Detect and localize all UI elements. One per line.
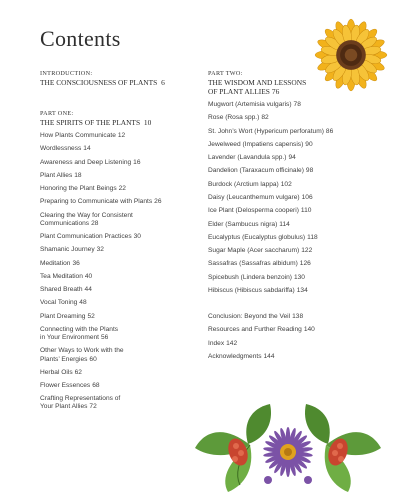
- toc-entry-title: Preparing to Communicate with Plants: [40, 198, 153, 206]
- toc-entry-page: 12: [117, 132, 126, 139]
- part-one-label: PART ONE:: [40, 110, 74, 117]
- toc-entry[interactable]: [208, 313, 378, 321]
- toc-entry[interactable]: [208, 340, 378, 348]
- toc-entry-page: 86: [325, 127, 334, 135]
- toc-entry-page: 60: [89, 355, 97, 363]
- toc-entry-page: 130: [293, 273, 305, 281]
- toc-entry-title: Your Plant Allies: [40, 403, 88, 411]
- part-two-label: PART TWO:: [208, 70, 243, 77]
- toc-entry-line: [40, 313, 200, 321]
- toc-entry[interactable]: [40, 273, 200, 281]
- part-two-page: 76: [271, 87, 280, 96]
- part-one-heading[interactable]: [40, 118, 200, 127]
- toc-entry[interactable]: [208, 141, 378, 149]
- toc-entry[interactable]: [40, 198, 200, 206]
- toc-entry-title: Eucalyptus (Eucalyptus globulus): [208, 233, 306, 241]
- toc-entry[interactable]: [40, 382, 200, 390]
- toc-entry-page: 48: [79, 299, 87, 307]
- toc-entry-line: [40, 220, 200, 228]
- toc-entry-line: [40, 286, 200, 294]
- toc-entry-line: [40, 326, 200, 334]
- toc-entry-title: Connecting with the Plants: [40, 326, 119, 334]
- toc-entry-line: [40, 212, 200, 220]
- toc-entry-page: 28: [91, 219, 99, 227]
- toc-entry[interactable]: [40, 212, 200, 228]
- toc-entry-line: [40, 145, 200, 153]
- toc-entry-title: Resources and Further Reading: [208, 326, 302, 334]
- toc-entry-title: Flower Essences: [40, 382, 91, 390]
- toc-entry[interactable]: [40, 246, 200, 254]
- toc-entry-title: Tea Meditation: [40, 272, 83, 280]
- toc-entry[interactable]: [40, 132, 200, 140]
- toc-entry-page: 72: [89, 403, 97, 411]
- toc-entry-line: [40, 246, 200, 254]
- toc-entry-title: Rose (Rosa spp.): [208, 114, 260, 122]
- toc-entry-title: Ice Plant (Delosperma cooperi): [208, 207, 299, 215]
- toc-entry[interactable]: [208, 274, 378, 282]
- toc-entry[interactable]: [40, 185, 200, 193]
- toc-entry[interactable]: [208, 167, 378, 175]
- toc-entry-line: [40, 198, 200, 206]
- toc-entry-page: 18: [74, 171, 82, 179]
- toc-entry-line: [40, 233, 200, 241]
- toc-entry-title: Clearing the Way for Consistent: [40, 211, 133, 219]
- toc-entry-page: 90: [305, 140, 313, 148]
- toc-entry-page: 32: [96, 246, 104, 254]
- toc-entry-title: Wordlessness: [40, 145, 82, 153]
- toc-entry-title: Herbal Oils: [40, 368, 73, 376]
- part-one-page: 10: [143, 118, 152, 127]
- toc-entry-page: 114: [279, 220, 290, 228]
- toc-entry[interactable]: [40, 260, 200, 268]
- toc-entry[interactable]: [40, 369, 200, 377]
- toc-entry-title: in Your Environment: [40, 334, 100, 342]
- toc-entry[interactable]: [208, 326, 378, 334]
- toc-entry[interactable]: [208, 247, 378, 255]
- page-title: Contents: [40, 26, 121, 51]
- intro-heading[interactable]: [40, 78, 200, 87]
- toc-entry-line: [40, 260, 200, 268]
- toc-entry[interactable]: [40, 286, 200, 294]
- toc-entry-page: 82: [261, 114, 269, 122]
- toc-entry[interactable]: [208, 234, 378, 242]
- toc-entry[interactable]: [208, 128, 378, 136]
- part-two-heading[interactable]: [208, 78, 378, 96]
- toc-entry-page: 62: [74, 368, 82, 376]
- toc-entry-page: 118: [307, 233, 318, 241]
- floral-garland-icon: [190, 400, 386, 496]
- toc-entry[interactable]: [208, 154, 378, 162]
- toc-entry-line: [40, 159, 200, 167]
- toc-entry-title: Elder (Sambucus nigra): [208, 220, 278, 228]
- toc-entry-title: Jewelweed (Impatiens capensis): [208, 140, 304, 148]
- toc-entry[interactable]: [208, 207, 378, 215]
- toc-entry-page: 68: [92, 382, 100, 390]
- toc-entry-title: Plant Dreaming: [40, 312, 86, 320]
- toc-entry-page: 30: [133, 233, 141, 241]
- toc-entry-title: Plant Communication Practices: [40, 233, 132, 241]
- toc-entry-title: Plant Allies: [40, 171, 73, 179]
- toc-entry-line: [40, 356, 200, 364]
- toc-entry-page: 134: [296, 286, 308, 294]
- toc-entry[interactable]: [208, 221, 378, 229]
- toc-entry-title: Acknowledgments: [208, 352, 262, 360]
- toc-entry-title: Awareness and Deep Listening: [40, 158, 132, 166]
- toc-entry-title: St. John’s Wort (Hypericum perforatum): [208, 127, 324, 135]
- toc-entry-page: 16: [133, 158, 141, 166]
- toc-entry-title: Sugar Maple (Acer saccharum): [208, 247, 300, 255]
- part-two-title-line-2: OF PLANT ALLIES: [208, 87, 270, 96]
- toc-entry-line: [40, 369, 200, 377]
- toc-entry-page: 122: [301, 247, 313, 255]
- intro-title: THE CONSCIOUSNESS OF PLANTS: [40, 78, 158, 87]
- toc-entry[interactable]: [208, 194, 378, 202]
- toc-entry-title: Daisy (Leucanthemum vulgare): [208, 193, 300, 201]
- toc-entry-title: Spicebush (Lindera benzoin): [208, 273, 292, 281]
- toc-entry[interactable]: [208, 353, 378, 361]
- toc-entry-line: [40, 382, 200, 390]
- toc-entry[interactable]: [40, 159, 200, 167]
- toc-entry[interactable]: [40, 313, 200, 321]
- toc-entry-page: 106: [301, 193, 313, 201]
- toc-entry-page: 40: [84, 272, 93, 280]
- toc-entry[interactable]: [40, 347, 200, 363]
- toc-entry[interactable]: [208, 181, 378, 189]
- toc-entry[interactable]: [208, 287, 378, 295]
- toc-entry-title: Crafting Representations of: [40, 395, 121, 403]
- toc-entry-page: 110: [300, 207, 312, 215]
- toc-entry-title: Burdock (Arctium lappa): [208, 180, 279, 188]
- part-two-title-line-1: THE WISDOM AND LESSONS: [208, 78, 307, 87]
- toc-entry-line: [40, 185, 200, 193]
- toc-entry-line: [40, 347, 200, 355]
- toc-entry-title: Sassafras (Sassafras albidum): [208, 260, 298, 268]
- toc-entry-page: 138: [292, 313, 304, 321]
- toc-entry-page: 102: [280, 180, 292, 188]
- toc-entry-title: Index: [208, 339, 225, 347]
- toc-entry-page: 78: [293, 101, 301, 108]
- toc-entry[interactable]: [40, 233, 200, 241]
- toc-entry-page: 52: [87, 312, 95, 320]
- toc-entry-page: 22: [118, 185, 126, 193]
- toc-entry-title: Shamanic Journey: [40, 246, 95, 254]
- toc-entry-line: [40, 132, 200, 140]
- toc-entry[interactable]: [208, 101, 378, 109]
- toc-entry-title: Dandelion (Taraxacum officinale): [208, 167, 304, 175]
- toc-entry-line: [40, 334, 200, 342]
- toc-entry-page: 26: [154, 198, 162, 206]
- toc-entry-page: 36: [72, 259, 80, 267]
- toc-entry-title: Conclusion: Beyond the Veil: [208, 313, 291, 321]
- toc-entry[interactable]: [40, 395, 200, 411]
- toc-entry-title: Shared Breath: [40, 286, 83, 294]
- back-matter-entries: [208, 313, 378, 361]
- toc-entry[interactable]: [208, 114, 378, 122]
- toc-entry-title: Communications: [40, 219, 90, 227]
- toc-entry-page: 144: [263, 352, 275, 360]
- toc-entry-page: 44: [84, 286, 92, 294]
- toc-entry-title: Meditation: [40, 259, 71, 267]
- toc-right-column: [208, 70, 378, 361]
- toc-entry-title: Lavender (Lavandula spp.): [208, 154, 287, 162]
- toc-entry-line: [40, 299, 200, 307]
- toc-entry-line: [40, 395, 200, 403]
- intro-label: INTRODUCTION:: [40, 70, 93, 77]
- part-one-entries: [40, 132, 200, 412]
- toc-entry-page: 98: [305, 167, 314, 175]
- toc-left-column: [40, 70, 200, 412]
- toc-entry-line: [40, 403, 200, 411]
- toc-entry-title: How Plants Communicate: [40, 132, 116, 139]
- toc-entry-page: 94: [288, 154, 296, 162]
- toc-entry-page: 126: [299, 260, 311, 268]
- intro-page: 6: [161, 78, 165, 87]
- toc-entry-page: 140: [303, 326, 315, 334]
- toc-entry-page: 142: [226, 339, 238, 347]
- part-two-entries: [208, 101, 378, 295]
- toc-entry-line: [40, 273, 200, 281]
- part-one-title: THE SPIRITS OF THE PLANTS: [40, 118, 141, 127]
- toc-entry[interactable]: [40, 326, 200, 342]
- toc-entry[interactable]: [40, 145, 200, 153]
- toc-entry-title: Vocal Toning: [40, 299, 78, 307]
- toc-entry[interactable]: [40, 172, 200, 180]
- toc-entry[interactable]: [208, 260, 378, 268]
- toc-entry-line: [40, 172, 200, 180]
- toc-entry-title: Plants’ Energies: [40, 355, 88, 363]
- toc-entry-page: 14: [83, 145, 91, 153]
- toc-entry-title: Hibiscus (Hibiscus sabdariffa): [208, 286, 295, 294]
- toc-entry-title: Mugwort (Artemisia vulgaris): [208, 101, 292, 108]
- toc-entry-title: Other Ways to Work with the: [40, 347, 124, 355]
- toc-entry[interactable]: [40, 299, 200, 307]
- toc-entry-page: 56: [101, 334, 109, 342]
- toc-entry-title: Honoring the Plant Beings: [40, 185, 117, 193]
